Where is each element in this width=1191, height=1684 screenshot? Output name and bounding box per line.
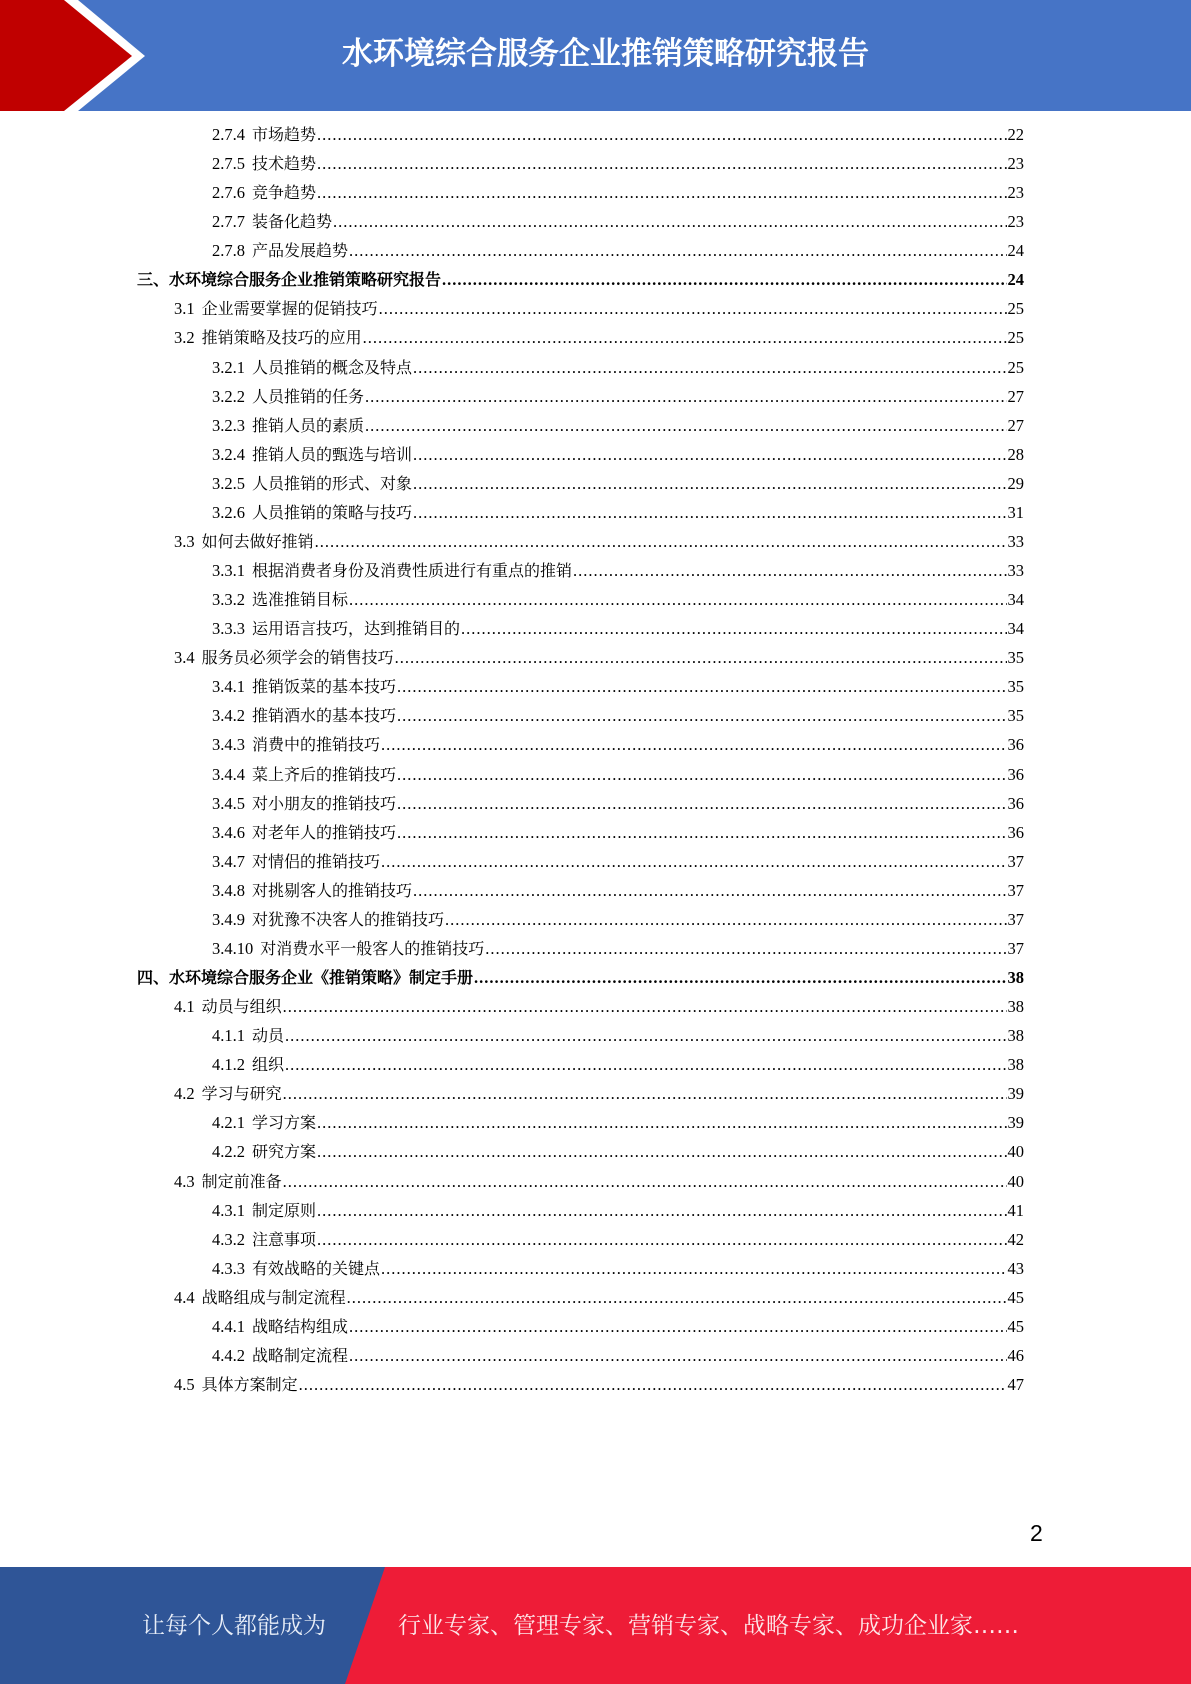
dot-leader [349, 236, 1006, 265]
dot-leader [474, 963, 1006, 992]
toc-entry-number: 3.3.1 [212, 561, 245, 581]
toc-entry-title: 推销人员的甄选与培训 [252, 444, 413, 464]
dot-leader [381, 847, 1006, 876]
toc-entry[interactable] [212, 556, 1024, 585]
toc-entry[interactable] [212, 149, 1024, 178]
toc-entry-title: 根据消费者身份及消费性质进行有重点的推销 [252, 561, 573, 581]
dot-leader [315, 527, 1007, 556]
toc-entry-page: 29 [1007, 473, 1024, 493]
toc-entry-number: 4.4 [174, 1287, 195, 1307]
page-header [0, 0, 1191, 111]
toc-entry-page: 42 [1007, 1229, 1024, 1249]
toc-entry-number: 3.4.10 [212, 938, 254, 958]
dot-leader [365, 382, 1006, 411]
footer-slogan-right: 行业专家、管理专家、营销专家、战略专家、成功企业家…… [398, 1613, 1019, 1639]
toc-entry[interactable] [174, 1167, 1024, 1196]
toc-entry-title: 对情侣的推销技巧 [252, 851, 381, 871]
toc-entry-page: 38 [1007, 997, 1024, 1017]
toc-entry-title: 学习方案 [252, 1113, 317, 1133]
toc-entry-page: 36 [1007, 764, 1024, 784]
toc-entry[interactable] [212, 469, 1024, 498]
toc-entry-number: 3.3 [174, 531, 195, 551]
toc-entry[interactable] [212, 905, 1024, 934]
toc-entry[interactable] [174, 527, 1024, 556]
dot-leader [397, 818, 1006, 847]
toc-entry-page: 27 [1007, 386, 1024, 406]
toc-entry-number: 3.4.1 [212, 677, 245, 697]
toc-entry[interactable] [174, 323, 1024, 352]
toc-entry[interactable] [212, 1254, 1024, 1283]
toc-entry[interactable] [212, 382, 1024, 411]
toc-entry-title: 推销策略及技巧的应用 [201, 328, 362, 348]
toc-entry-page: 27 [1007, 415, 1024, 435]
toc-entry-title: 具体方案制定 [201, 1375, 298, 1394]
dot-leader [445, 905, 1006, 934]
toc-entry-number: 2.7.7 [212, 212, 245, 232]
dot-leader [317, 1196, 1006, 1225]
toc-entry-number: 3.4.4 [212, 764, 245, 784]
dot-leader [413, 440, 1006, 469]
dot-leader [283, 1079, 1007, 1108]
toc-entry-title: 装备化趋势 [252, 212, 333, 232]
toc-entry-page: 38 [1007, 1026, 1024, 1046]
toc-entry[interactable] [212, 614, 1024, 643]
toc-entry[interactable] [174, 643, 1024, 672]
toc-entry-title: 消费中的推销技巧 [252, 735, 381, 755]
dot-leader [317, 178, 1006, 207]
toc-entry[interactable] [174, 1370, 1024, 1399]
toc-entry-page: 36 [1007, 735, 1024, 755]
toc-entry-title: 选准推销目标 [252, 590, 349, 610]
toc-entry-number: 3.1 [174, 299, 195, 319]
toc-entry-number: 2.7.5 [212, 154, 245, 174]
dot-leader [349, 585, 1006, 614]
dot-leader [395, 643, 1007, 672]
toc-entry-number: 2.7.6 [212, 183, 245, 203]
toc-entry-title: 对消费水平一般客人的推销技巧 [260, 938, 485, 958]
toc-entry-page: 45 [1007, 1287, 1024, 1307]
toc-entry-title: 推销饭菜的基本技巧 [252, 677, 397, 697]
footer-slogan-left: 让每个人都能成为 [142, 1613, 326, 1639]
toc-entry-number: 4.5 [174, 1375, 195, 1394]
toc-entry[interactable] [212, 760, 1024, 789]
toc-entry-page: 24 [1007, 270, 1024, 290]
toc-entry-page: 35 [1007, 648, 1024, 668]
toc-entry-number: 4.1.1 [212, 1026, 245, 1046]
toc-entry-title: 有效战略的关键点 [252, 1258, 381, 1278]
toc-entry-number: 2.7.8 [212, 241, 245, 261]
toc-entry-title: 研究方案 [252, 1142, 317, 1162]
dot-leader [317, 1108, 1006, 1137]
toc-entry-page: 38 [1007, 1055, 1024, 1075]
toc-entry-number: 3.2.6 [212, 502, 245, 522]
toc-entry-title: 人员推销的概念及特点 [252, 357, 413, 377]
dot-leader [349, 1341, 1006, 1370]
dot-leader [317, 120, 1006, 149]
toc-entry-number: 4.3.2 [212, 1229, 245, 1249]
toc-entry[interactable] [212, 440, 1024, 469]
page-footer [0, 1567, 1191, 1684]
toc-entry[interactable] [212, 120, 1024, 149]
toc-entry-page: 36 [1007, 793, 1024, 813]
toc-entry-title: 组织 [252, 1055, 285, 1075]
toc-entry-page: 37 [1007, 880, 1024, 900]
toc-entry-title: 对老年人的推销技巧 [252, 822, 397, 842]
toc-entry-page: 28 [1007, 444, 1024, 464]
toc-entry-title: 对犹豫不决客人的推销技巧 [252, 909, 445, 929]
toc-entry-title: 服务员必须学会的销售技巧 [201, 648, 394, 668]
dot-leader [299, 1370, 1007, 1399]
toc-entry-title: 战略组成与制定流程 [201, 1287, 346, 1307]
dot-leader [317, 1225, 1006, 1254]
dot-leader [365, 411, 1006, 440]
toc-entry-title: 人员推销的形式、对象 [252, 473, 413, 493]
toc-entry-number: 3.2.3 [212, 415, 245, 435]
toc-entry-page: 25 [1007, 299, 1024, 319]
toc-entry[interactable] [212, 847, 1024, 876]
toc-entry-number: 3.4.3 [212, 735, 245, 755]
toc-entry-number: 3.3.2 [212, 590, 245, 610]
toc-entry-title: 人员推销的任务 [252, 386, 365, 406]
toc-entry-title: 人员推销的策略与技巧 [252, 502, 413, 522]
toc-entry-title: 三、水环境综合服务企业推销策略研究报告 [137, 270, 442, 290]
toc-entry[interactable] [212, 1225, 1024, 1254]
toc-entry-title: 四、水环境综合服务企业《推销策略》制定手册 [137, 968, 474, 988]
toc-entry-number: 4.2.1 [212, 1113, 245, 1133]
toc-entry[interactable] [212, 876, 1024, 905]
toc-entry-page: 46 [1007, 1345, 1024, 1365]
toc-entry-title: 对小朋友的推销技巧 [252, 793, 397, 813]
toc-entry-page: 22 [1007, 125, 1024, 144]
toc-entry[interactable] [174, 1283, 1024, 1312]
toc-entry-page: 24 [1007, 241, 1024, 261]
dot-leader [485, 934, 1006, 963]
toc-entry[interactable] [212, 1108, 1024, 1137]
toc-entry-number: 4.3.1 [212, 1200, 245, 1220]
toc-entry-page: 39 [1007, 1084, 1024, 1104]
toc-entry-page: 34 [1007, 619, 1024, 639]
toc-entry-title: 推销人员的素质 [252, 415, 365, 435]
toc-entry[interactable] [174, 294, 1024, 323]
toc-entry-number: 3.4.6 [212, 822, 245, 842]
toc-entry-title: 制定前准备 [201, 1171, 282, 1191]
toc-entry-page: 37 [1007, 909, 1024, 929]
toc-entry-number: 3.4.2 [212, 706, 245, 726]
toc-entry[interactable] [212, 818, 1024, 847]
header-title: 水环境综合服务企业推销策略研究报告 [342, 36, 869, 72]
toc-entry-number: 4.1 [174, 997, 195, 1017]
toc-entry-number: 2.7.4 [212, 125, 245, 144]
toc-entry[interactable] [212, 585, 1024, 614]
toc-entry-title: 制定原则 [252, 1200, 317, 1220]
dot-leader [283, 992, 1007, 1021]
toc-entry-number: 4.4.1 [212, 1316, 245, 1336]
toc-entry[interactable] [212, 1050, 1024, 1079]
dot-leader [413, 876, 1006, 905]
toc-entry-number: 3.4.9 [212, 909, 245, 929]
toc-entry-page: 25 [1007, 328, 1024, 348]
toc-entry-number: 3.2.1 [212, 357, 245, 377]
toc-entry-page: 23 [1007, 183, 1024, 203]
toc-entry-number: 4.3.3 [212, 1258, 245, 1278]
toc-entry[interactable] [212, 1137, 1024, 1166]
toc-entry[interactable] [212, 411, 1024, 440]
dot-leader [413, 469, 1006, 498]
toc-entry[interactable] [174, 1079, 1024, 1108]
dot-leader [461, 614, 1006, 643]
toc-entry[interactable] [137, 265, 1024, 294]
toc-entry-title: 技术趋势 [252, 154, 317, 174]
dot-leader [381, 730, 1006, 759]
dot-leader [397, 701, 1006, 730]
toc-entry-page: 23 [1007, 212, 1024, 232]
page-number: 2 [1030, 1520, 1043, 1546]
toc-entry[interactable] [212, 672, 1024, 701]
toc-entry-title: 企业需要掌握的促销技巧 [201, 299, 378, 319]
toc-entry[interactable] [212, 1341, 1024, 1370]
toc-entry-title: 如何去做好推销 [201, 531, 314, 551]
dot-leader [573, 556, 1006, 585]
toc-entry[interactable] [212, 353, 1024, 382]
toc-entry[interactable] [212, 730, 1024, 759]
toc-entry-page: 38 [1007, 968, 1024, 988]
toc-entry-title: 动员 [252, 1026, 285, 1046]
toc-entry-page: 41 [1007, 1200, 1024, 1220]
toc-entry[interactable] [212, 207, 1024, 236]
dot-leader [363, 323, 1007, 352]
dot-leader [317, 1137, 1006, 1166]
dot-leader [317, 149, 1006, 178]
toc-entry-page: 34 [1007, 590, 1024, 610]
dot-leader [285, 1050, 1006, 1079]
toc-entry-page: 43 [1007, 1258, 1024, 1278]
toc-entry-number: 3.2.5 [212, 473, 245, 493]
toc-entry[interactable] [174, 992, 1024, 1021]
toc-entry-number: 3.2.4 [212, 444, 245, 464]
dot-leader [442, 265, 1006, 294]
toc-entry-number: 3.4.7 [212, 851, 245, 871]
toc-entry-page: 37 [1007, 938, 1024, 958]
toc-entry-number: 4.4.2 [212, 1345, 245, 1365]
dot-leader [379, 294, 1007, 323]
dot-leader [349, 1312, 1006, 1341]
toc-entry-title: 市场趋势 [252, 125, 317, 144]
dot-leader [413, 498, 1006, 527]
toc-entry-title: 运用语言技巧，达到推销目的 [252, 619, 461, 639]
toc-entry-page: 35 [1007, 677, 1024, 697]
toc-entry-title: 战略制定流程 [252, 1345, 349, 1365]
dot-leader [347, 1283, 1007, 1312]
toc-entry-number: 4.1.2 [212, 1055, 245, 1075]
dot-leader [397, 672, 1006, 701]
toc-entry-page: 40 [1007, 1171, 1024, 1191]
toc-entry-number: 3.3.3 [212, 619, 245, 639]
toc-entry-page: 23 [1007, 154, 1024, 174]
toc-entry-page: 33 [1007, 561, 1024, 581]
toc-entry-page: 33 [1007, 531, 1024, 551]
toc-entry-page: 35 [1007, 706, 1024, 726]
toc-entry-number: 3.2.2 [212, 386, 245, 406]
toc-entry-number: 4.2.2 [212, 1142, 245, 1162]
toc-entry-title: 推销酒水的基本技巧 [252, 706, 397, 726]
toc-entry[interactable] [212, 1021, 1024, 1050]
toc-entry-title: 菜上齐后的推销技巧 [252, 764, 397, 784]
toc-entry[interactable] [212, 934, 1024, 963]
toc-entry[interactable] [212, 236, 1024, 265]
toc-entry-page: 40 [1007, 1142, 1024, 1162]
toc-entry-page: 47 [1007, 1375, 1024, 1394]
toc-entry-page: 31 [1007, 502, 1024, 522]
toc-entry-number: 3.4.8 [212, 880, 245, 900]
toc-entry-title: 战略结构组成 [252, 1316, 349, 1336]
toc-entry-page: 37 [1007, 851, 1024, 871]
toc-entry-title: 对挑剔客人的推销技巧 [252, 880, 413, 900]
toc-entry[interactable] [212, 498, 1024, 527]
toc-entry-title: 竞争趋势 [252, 183, 317, 203]
toc-entry-page: 45 [1007, 1316, 1024, 1336]
toc-entry[interactable] [212, 178, 1024, 207]
toc-entry-number: 3.4.5 [212, 793, 245, 813]
toc-entry-number: 3.4 [174, 648, 195, 668]
toc-entry-title: 产品发展趋势 [252, 241, 349, 261]
toc-entry[interactable] [212, 1312, 1024, 1341]
toc-entry[interactable] [137, 963, 1024, 992]
toc-entry-number: 3.2 [174, 328, 195, 348]
toc-entry-page: 25 [1007, 357, 1024, 377]
toc-entry[interactable] [212, 701, 1024, 730]
toc-entry-title: 动员与组织 [201, 997, 282, 1017]
toc-entry[interactable] [212, 1196, 1024, 1225]
toc-entry-title: 学习与研究 [201, 1084, 282, 1104]
toc-entry-title: 注意事项 [252, 1229, 317, 1249]
dot-leader [285, 1021, 1006, 1050]
dot-leader [381, 1254, 1006, 1283]
dot-leader [413, 353, 1006, 382]
dot-leader [397, 789, 1006, 818]
toc-entry-number: 4.2 [174, 1084, 195, 1104]
dot-leader [283, 1167, 1007, 1196]
toc-entry[interactable] [212, 789, 1024, 818]
dot-leader [397, 760, 1006, 789]
toc-entry-number: 4.3 [174, 1171, 195, 1191]
toc-entry-page: 36 [1007, 822, 1024, 842]
dot-leader [333, 207, 1006, 236]
toc-entry-page: 39 [1007, 1113, 1024, 1133]
